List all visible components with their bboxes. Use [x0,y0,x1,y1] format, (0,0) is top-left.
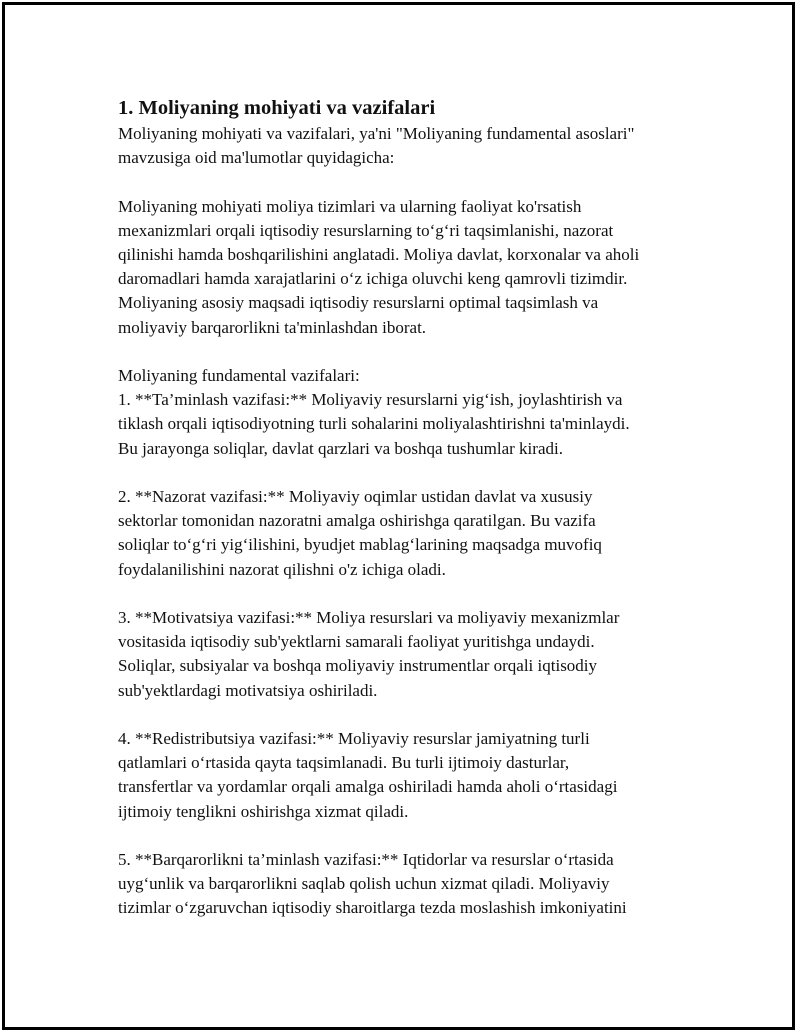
function-item-2: 2. **Nazorat vazifasi:** Moliyaviy oqimlar ustidan davlat va xususiy sektorlar tomonidan nazoratni amalga oshirishga qaratilgan. Bu vazifa soliqlar to‘g‘ri yig‘ilishini, byudjet mablag‘larining maqsadga muvofiq foydalanilishini nazorat qilishni o'z ichiga oladi. [118,487,602,579]
paragraph-spacer [118,340,718,364]
essence-paragraph: Moliyaning mohiyati moliya tizimlari va ularning faoliyat ko'rsatish mexanizmlari orqali iqtisodiy resurslarning to‘g‘ri taqsimlanishi, nazorat qilinishi hamda boshqarilishini anglatadi. Moliya davlat, korxonalar va aholi daromadlari hamda xarajatlarini o‘z ichiga oluvchi keng qamrovli tizimdir. Moliyaning asosiy maqsadi iqtisodiy resurslarni optimal taqsimlash va moliyaviy barqarorlikni ta'minlashdan iborat. [118,196,640,337]
function-item-5: 5. **Barqarorlikni ta’minlash vazifasi:** Iqtidorlar va resurslar o‘rtasida uyg‘unlik va barqarorlikni saqlab qolish uchun xizmat qiladi. Moliyaviy tizimlar o‘zgaruvchan iqtisodiy sharoitlarga tezda moslashish imkoniyatini [118,850,627,918]
paragraph-spacer [118,824,718,848]
function-item-1: 1. **Ta’minlash vazifasi:** Moliyaviy resurslarni yig‘ish, joylashtirish va tiklash orqali iqtisodiyotning turli sohalarini moliyalashtirishni ta'minlaydi. Bu jarayonga soliqlar, davlat qarzlari va boshqa tushumlar kiradi. [118,390,630,458]
intro-paragraph: Moliyaning mohiyati va vazifalari, ya'ni "Moliyaning fundamental asoslari" mavzusiga oid ma'lumotlar quyidagicha: [118,124,635,168]
document-body [118,94,718,921]
functions-heading: Moliyaning fundamental vazifalari: [118,366,360,385]
function-item-3: 3. **Motivatsiya vazifasi:** Moliya resurslari va moliyaviy mexanizmlar vositasida iqtisodiy sub'yektlarni samarali faoliyat yuritishga undaydi. Soliqlar, subsiyalar va boshqa moliyaviy instrumentlar orqali iqtisodiy sub'yektlardagi motivatsiya oshiriladi. [118,608,620,700]
paragraph-spacer [118,582,718,606]
document-title: 1. Moliyaning mohiyati va vazifalari [118,97,436,119]
paragraph-spacer [118,170,718,194]
function-item-4: 4. **Redistributsiya vazifasi:** Moliyaviy resurslar jamiyatning turli qatlamlari o‘rtasida qayta taqsimlanadi. Bu turli ijtimoiy dasturlar, transfertlar va yordamlar orqali amalga oshiriladi hamda aholi o‘rtasidagi ijtimoiy tenglikni oshirishga xizmat qiladi. [118,729,618,821]
paragraph-spacer [118,461,718,485]
paragraph-spacer [118,703,718,727]
